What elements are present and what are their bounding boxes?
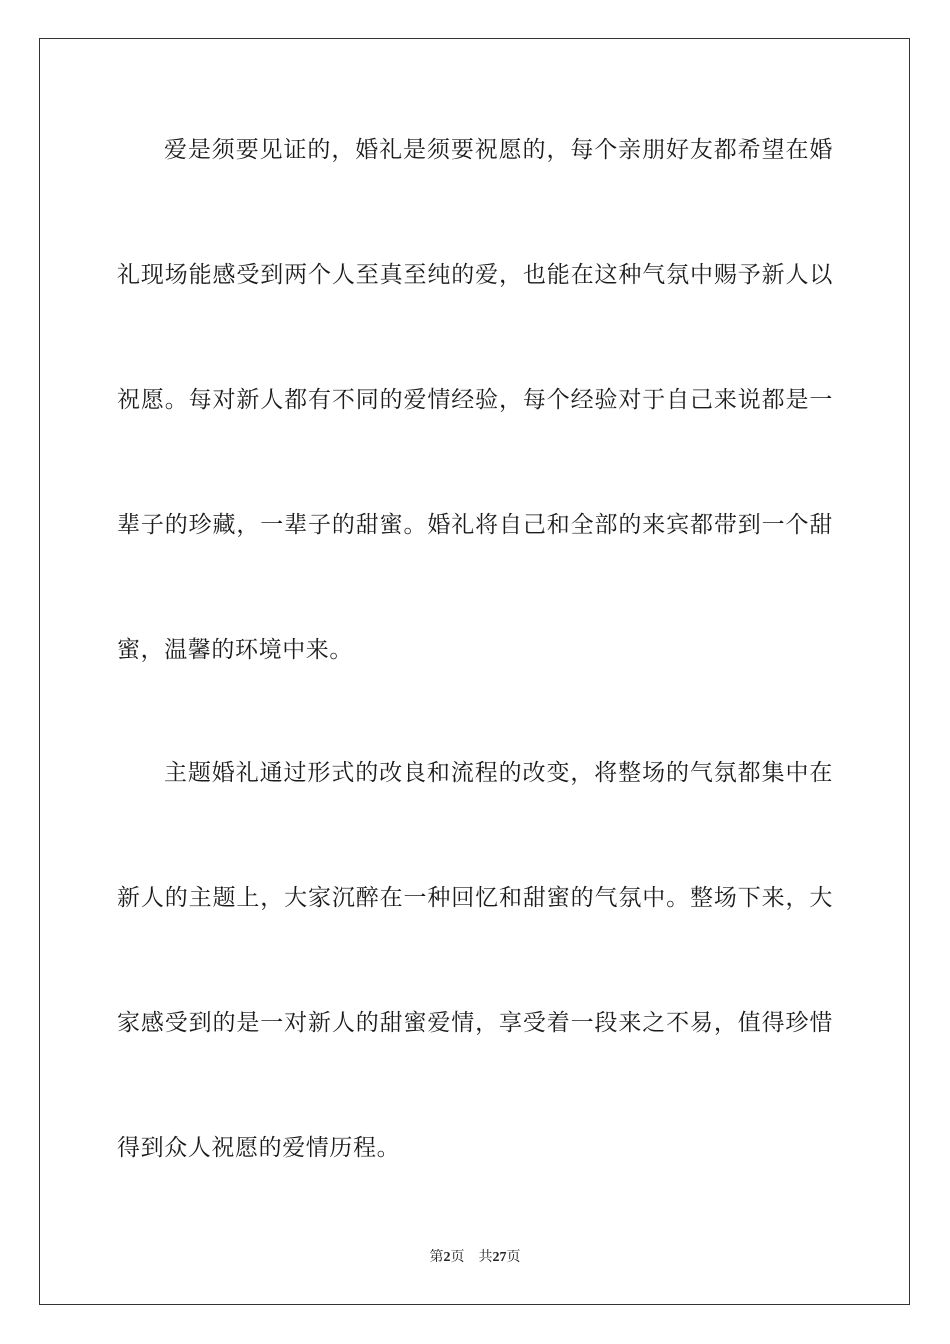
paragraph-2-line-1: 主题婚礼通过形式的改良和流程的改变，将整场的气氛都集中在 xyxy=(164,760,833,786)
page-footer xyxy=(0,1246,950,1266)
paragraph-1-line-1: 爱是须要见证的，婚礼是须要祝愿的，每个亲朋好友都希望在婚 xyxy=(164,137,833,163)
paragraph-2-line-3: 家感受到的是一对新人的甜蜜爱情，享受着一段来之不易，值得珍惜 xyxy=(117,1010,833,1036)
paragraph-1-line-3: 祝愿。每对新人都有不同的爱情经验，每个经验对于自己来说都是一 xyxy=(117,387,833,413)
footer-total-pages: 27 xyxy=(492,1250,507,1265)
paragraph-1-line-2: 礼现场能感受到两个人至真至纯的爱，也能在这种气氛中赐予新人以 xyxy=(117,262,833,288)
footer-current-page: 2 xyxy=(443,1250,451,1265)
paragraph-2-line-2: 新人的主题上，大家沉醉在一种回忆和甜蜜的气氛中。整场下来，大 xyxy=(117,885,833,911)
footer-total-prefix: 共 xyxy=(478,1250,493,1265)
paragraph-1-line-4: 辈子的珍藏，一辈子的甜蜜。婚礼将自己和全部的来宾都带到一个甜 xyxy=(117,512,833,538)
footer-page-unit: 页 xyxy=(450,1250,465,1265)
page-border xyxy=(39,38,910,1305)
paragraph-2-line-4: 得到众人祝愿的爱情历程。 xyxy=(117,1135,401,1161)
footer-total-unit: 页 xyxy=(506,1250,521,1265)
paragraph-1-line-5: 蜜，温馨的环境中来。 xyxy=(117,637,353,663)
footer-prefix: 第 xyxy=(429,1250,444,1265)
